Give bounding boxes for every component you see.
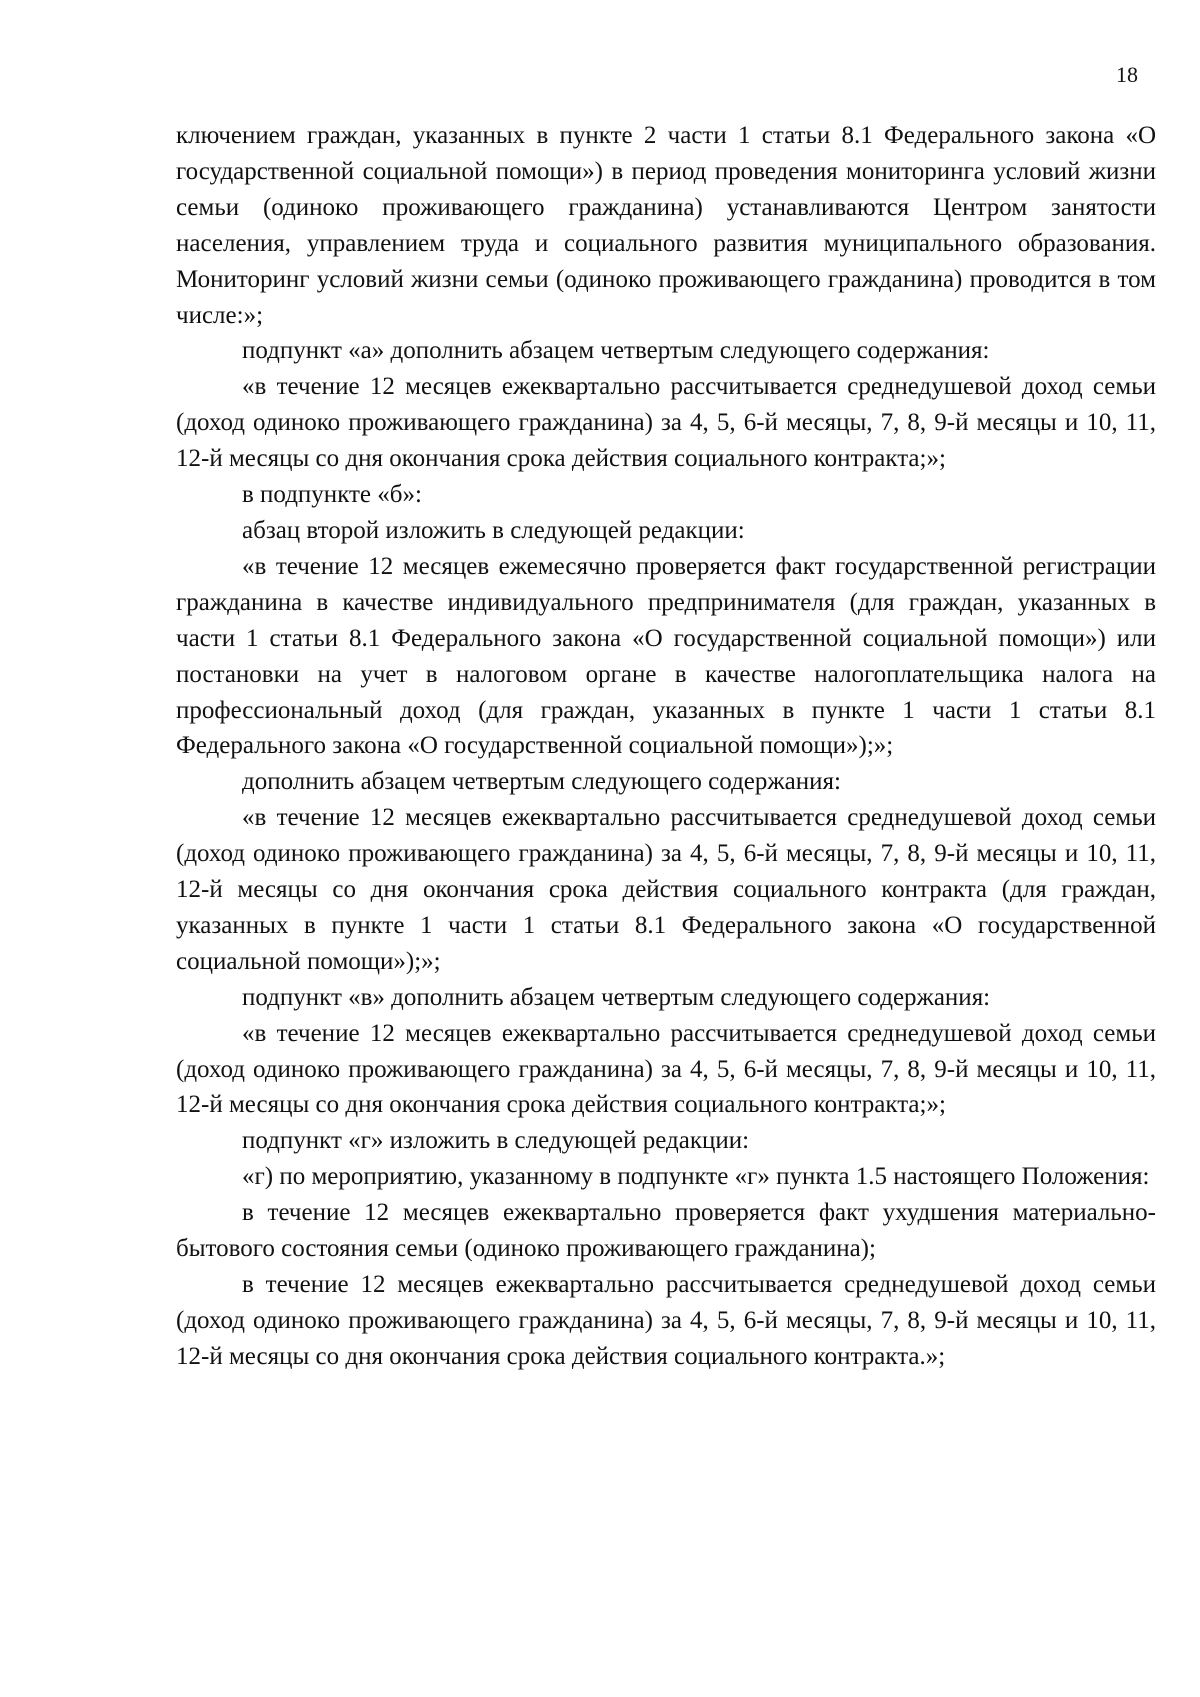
paragraph: в течение 12 месяцев ежеквартально рассчитывается среднедушевой доход семьи (доход одиноко проживающего гражданина) за 4, 5, 6-й месяцы, 7, 8, 9-й месяцы и 10, 11, 12-й месяцы со дня окончания срока действия социального контракта.»; [176, 1271, 1156, 1370]
paragraph: в течение 12 месяцев ежеквартально проверяется факт ухудшения материально-бытового состояния семьи (одиноко проживающего гражданина); [176, 1199, 1156, 1263]
paragraph: подпункт «в» дополнить абзацем четвертым следующего содержания: [242, 983, 991, 1011]
document-body [176, 118, 1156, 1375]
paragraph-continuation: ключением граждан, указанных в пункте 2 части 1 статьи 8.1 Федерального закона «О государственной социальной помощи») в период проведения мониторинга условий жизни семьи (одиноко проживающего гражданина) устанавливаются Центром занятости населения, управлением труда и социального развития муниципального образования. Мониторинг условий жизни семьи (одиноко проживающего гражданина) проводится в том числе:»; [176, 122, 1156, 329]
paragraph: «в течение 12 месяцев ежеквартально рассчитывается среднедушевой доход семьи (доход одиноко проживающего гражданина) за 4, 5, 6-й месяцы, 7, 8, 9-й месяцы и 10, 11, 12-й месяцы со дня окончания срока действия социального контракта (для граждан, указанных в пункте 1 части 1 статьи 8.1 Федерального закона «О государственной социальной помощи»);»; [176, 804, 1156, 975]
paragraph: дополнить абзацем четвертым следующего содержания: [242, 768, 841, 796]
paragraph: «в течение 12 месяцев ежемесячно проверяется факт государственной регистрации гражданина в качестве индивидуального предпринимателя (для граждан, указанных в части 1 статьи 8.1 Федерального закона «О государственной социальной помощи») или постановки на учет в налоговом органе в качестве налогоплательщика налога на профессиональный доход (для граждан, указанных в пункте 1 части 1 статьи 8.1 Федерального закона «О государственной социальной помощи»);»; [176, 552, 1156, 760]
paragraph: «г) по мероприятию, указанному в подпункте «г» пункта 1.5 настоящего Положения: [242, 1163, 1150, 1191]
paragraph: «в течение 12 месяцев ежеквартально рассчитывается среднедушевой доход семьи (доход одиноко проживающего гражданина) за 4, 5, 6-й месяцы, 7, 8, 9-й месяцы и 10, 11, 12-й месяцы со дня окончания срока действия социального контракта;»; [176, 1019, 1156, 1119]
paragraph: в подпункте «б»: [242, 481, 422, 509]
paragraph: подпункт «г» изложить в следующей редакции: [242, 1127, 750, 1155]
paragraph: подпункт «а» дополнить абзацем четвертым следующего содержания: [242, 337, 990, 365]
paragraph: абзац второй изложить в следующей редакции: [242, 516, 745, 544]
page-number: 18 [1116, 62, 1138, 87]
paragraph: «в течение 12 месяцев ежеквартально рассчитывается среднедушевой доход семьи (доход одиноко проживающего гражданина) за 4, 5, 6-й месяцы, 7, 8, 9-й месяцы и 10, 11, 12-й месяцы со дня окончания срока действия социального контракта;»; [176, 373, 1156, 473]
